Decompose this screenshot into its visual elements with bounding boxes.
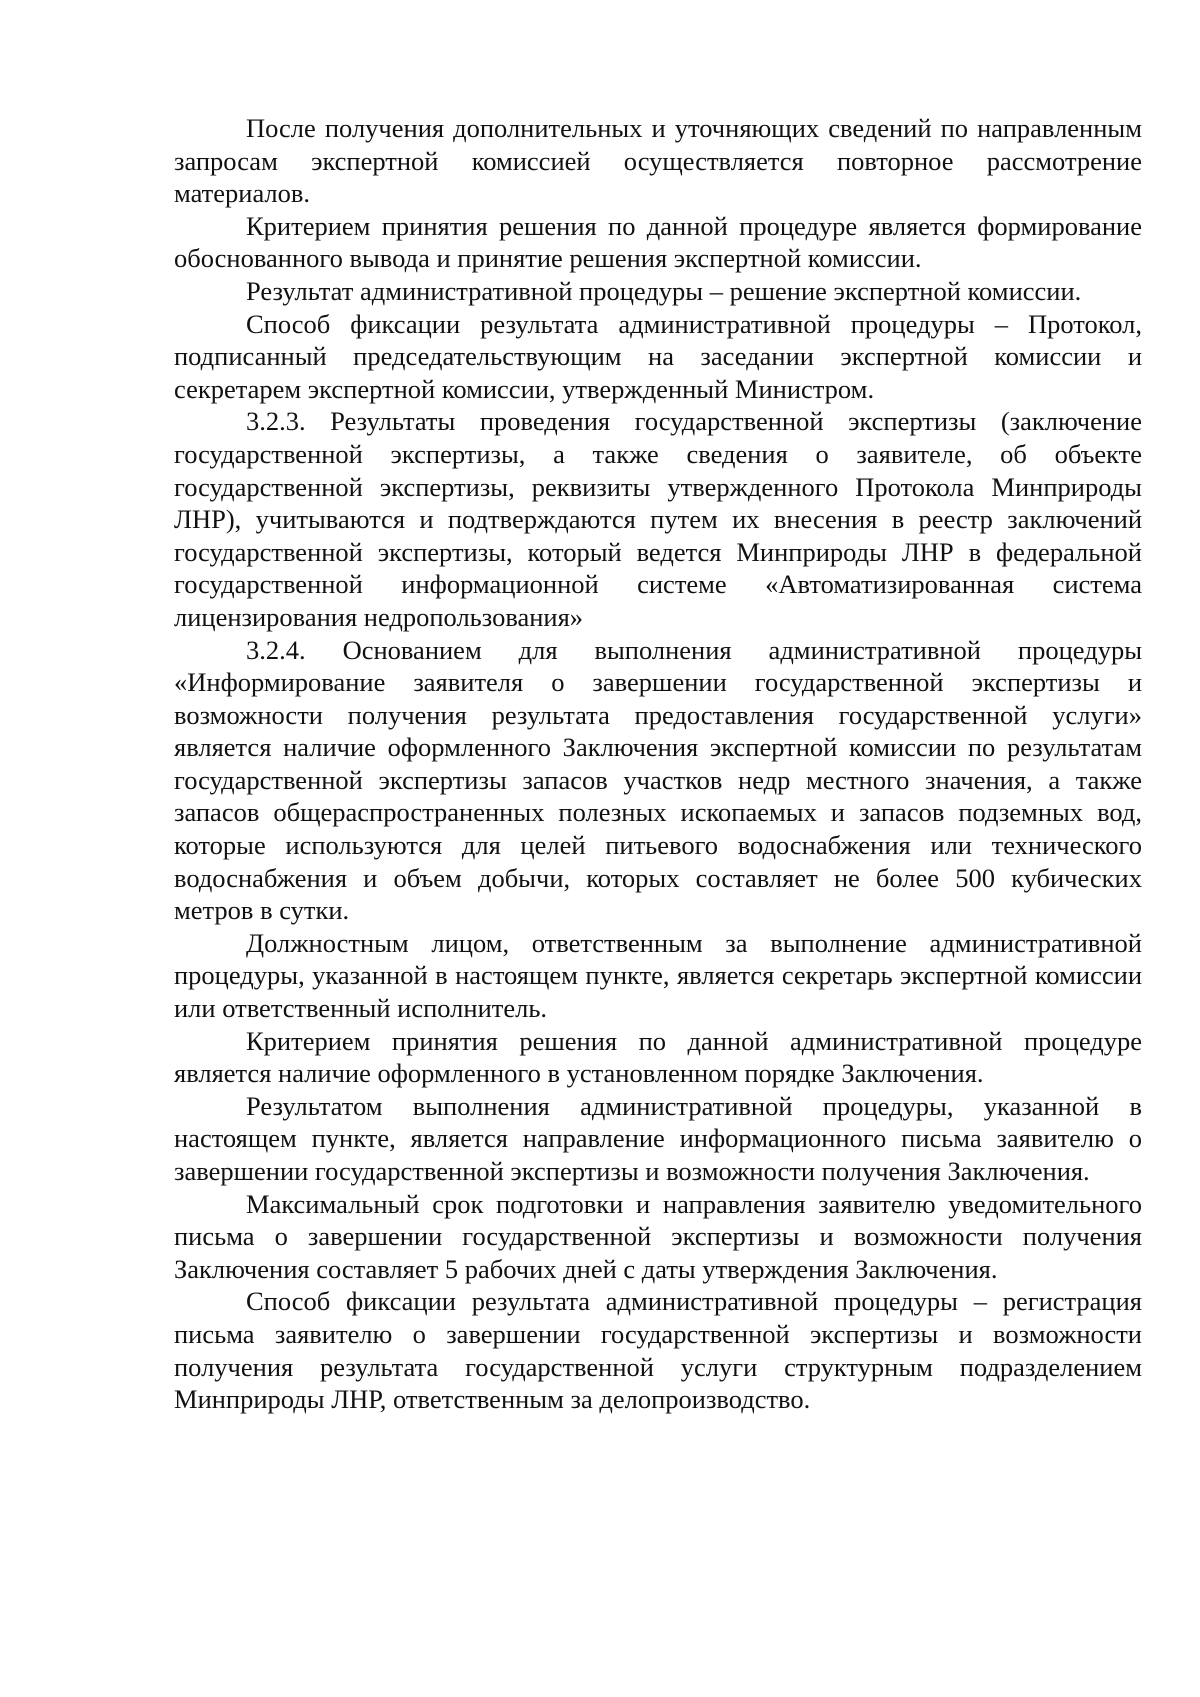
paragraph-execution-result: Результатом выполнения административной процедуры, указанной в настоящем пункте, является направление информационного письма заявителю о завершении государственной экспертизы и возможности получения Заключения. — [174, 1090, 1142, 1186]
paragraph-procedure-result: Результат административной процедуры – решение экспертной комиссии. — [246, 275, 1082, 306]
paragraph-fixation-protocol: Способ фиксации результата административной процедуры – Протокол, подписанный председательствующим на заседании экспертной комиссии и секретарем экспертной комиссии, утвержденный Министром. — [174, 308, 1142, 404]
paragraph-maximum-term: Максимальный срок подготовки и направления заявителю уведомительного письма о завершении государственной экспертизы и возможности получения Заключения составляет 5 рабочих дней с даты утверждения Заключения. — [174, 1188, 1142, 1284]
paragraph-decision-criterion-conclusion: Критерием принятия решения по данной административной процедуре является наличие оформленного в установленном порядке Заключения. — [174, 1025, 1142, 1089]
paragraph-decision-criterion: Критерием принятия решения по данной процедуре является формирование обоснованного вывода и принятие решения экспертной комиссии. — [174, 210, 1142, 274]
paragraph-responsible-official: Должностным лицом, ответственным за выполнение административной процедуры, указанной в настоящем пункте, является секретарь экспертной комиссии или ответственный исполнитель. — [174, 927, 1142, 1024]
document-body — [174, 112, 1142, 1416]
paragraph-section-3-2-3: 3.2.3. Результаты проведения государственной экспертизы (заключение государственной экспертизы, а также сведения о заявителе, об объекте государственной экспертизы, реквизиты утвержденного Протокола Минприроды ЛНР), учитываются и подтверждаются путем их внесения в реестр заключений государственной экспертизы, который ведется Минприроды ЛНР в федеральной государственной информационной системе «Автоматизированная система лицензирования недропользования» — [174, 406, 1142, 632]
paragraph-section-3-2-4: 3.2.4. Основанием для выполнения административной процедуры «Информирование заявителя о завершении государственной экспертизы и возможности получения результата предоставления государственной услуги» является наличие оформленного Заключения экспертной комиссии по результатам государственной экспертизы запасов участков недр местного значения, а также запасов общераспространенных полезных ископаемых и запасов подземных вод, которые используются для целей питьевого водоснабжения или технического водоснабжения и объем добычи, которых составляет не более 500 кубических метров в сутки. — [174, 634, 1142, 926]
paragraph-fixation-registration: Способ фиксации результата административной процедуры – регистрация письма заявителю о завершении государственной экспертизы и возможности получения результата государственной услуги структурным подразделением Минприроды ЛНР, ответственным за делопроизводство. — [174, 1286, 1142, 1415]
paragraph-repeat-review: После получения дополнительных и уточняющих сведений по направленным запросам экспертной комиссией осуществляется повторное рассмотрение материалов. — [174, 113, 1142, 209]
